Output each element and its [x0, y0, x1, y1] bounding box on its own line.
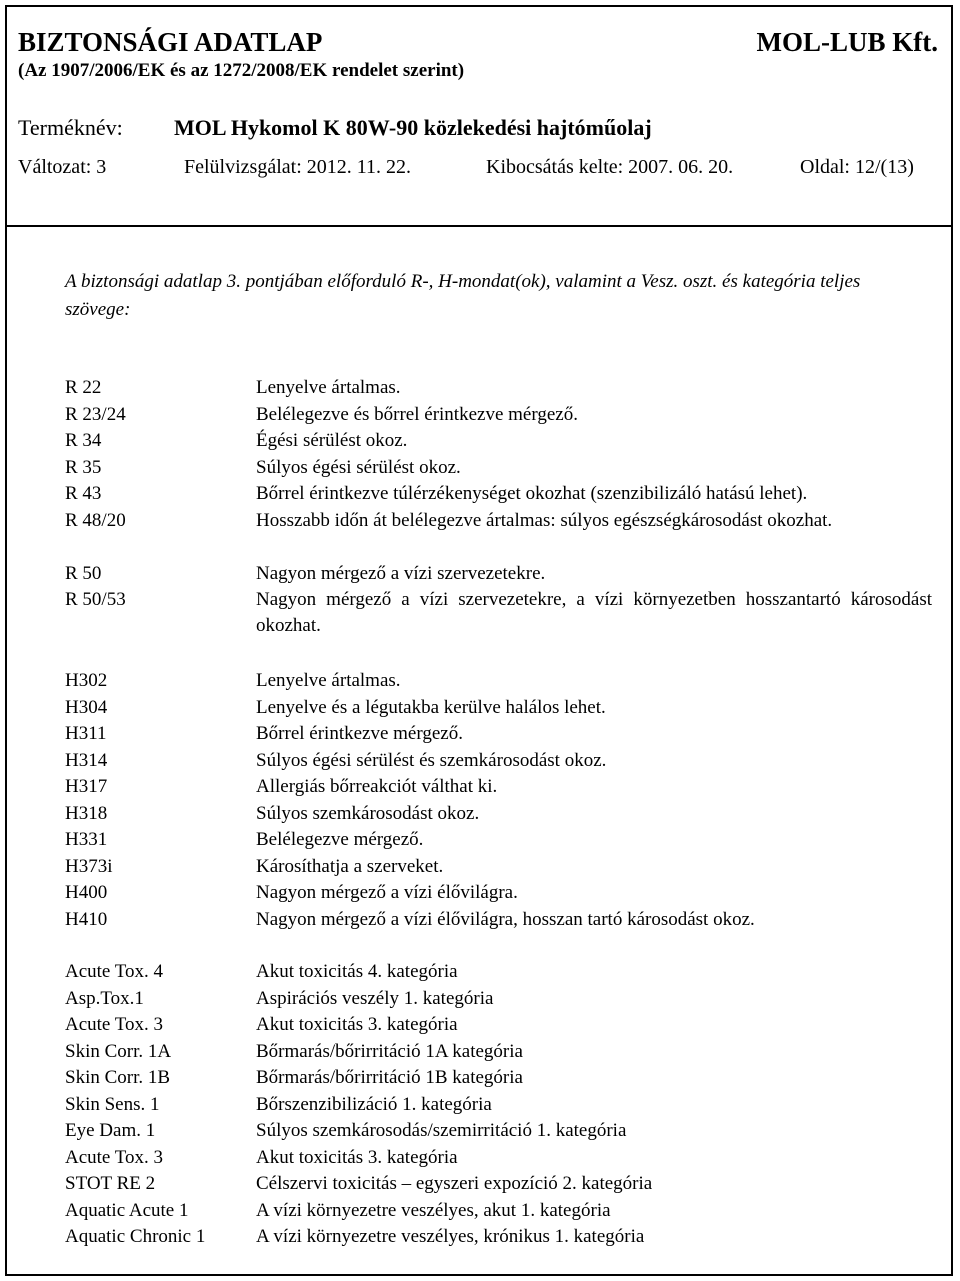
h-phrase-text: Lenyelve ártalmas. [256, 670, 401, 691]
hazard-class-text: A vízi környezetre veszélyes, krónikus 1. kategória [256, 1226, 645, 1247]
h-phrase-text: Allergiás bőrreakciót válthat ki. [256, 776, 498, 797]
r-phrase-text: Belélegezve és bőrrel érintkezve mérgező. [256, 403, 578, 425]
h-phrase-code: H331 [65, 829, 108, 850]
r-phrase-text: Nagyon mérgező a vízi szervezetekre, a vízi környezetben hosszantartó károsodást okozhat. [256, 589, 932, 636]
hazard-class-code: Skin Corr. 1A [65, 1040, 172, 1062]
document-header [18, 26, 938, 180]
page-number: Oldal: 12/(13) [800, 156, 914, 178]
hazard-class-text: Akut toxicitás 3. kategória [256, 1014, 458, 1035]
hazard-class-text: Aspirációs veszély 1. kategória [256, 987, 494, 1009]
issue-date: Kibocsátás kelte: 2007. 06. 20. [486, 156, 734, 178]
r-phrase-text: Lenyelve ártalmas. [256, 377, 401, 398]
r-phrase-code: R 22 [65, 377, 102, 398]
r-phrase-text: Bőrrel érintkezve túlérzékenységet okozhat (szenzibilizáló hatású lehet). [256, 483, 808, 504]
hazard-class-text: A vízi környezetre veszélyes, akut 1. kategória [256, 1199, 611, 1221]
h-phrase-code: H311 [65, 723, 107, 744]
r-phrase-code: R 48/20 [65, 509, 126, 531]
hazard-class-code: Asp.Tox.1 [65, 987, 144, 1009]
hazard-class-code: Acute Tox. 3 [65, 1014, 164, 1035]
hazard-class-text: Akut toxicitás 4. kategória [256, 961, 458, 982]
regulation-note: (Az 1907/2006/EK és az 1272/2008/EK rendelet szerint) [18, 60, 465, 81]
r-phrase-code: R 50/53 [65, 589, 126, 610]
h-phrase-code: H318 [65, 802, 108, 824]
r-phrase-code: R 23/24 [65, 403, 126, 425]
h-phrase-code: H314 [65, 749, 108, 771]
review-date: Felülvizsgálat: 2012. 11. 22. [184, 156, 412, 178]
hazard-class-text: Bőrmarás/bőrirritáció 1A kategória [256, 1040, 523, 1062]
hazard-class-code: STOT RE 2 [65, 1173, 156, 1194]
hazard-class-code: Acute Tox. 4 [65, 961, 164, 982]
hazard-class-text: Bőrszenzibilizáció 1. kategória [256, 1093, 492, 1115]
version-row [18, 154, 938, 180]
company-name: MOL-LUB Kft. [756, 27, 938, 57]
header-divider [5, 225, 953, 227]
hazard-class-code: Acute Tox. 3 [65, 1146, 164, 1168]
r-phrase-text: Égési sérülést okoz. [256, 430, 408, 451]
hazard-class-text: Súlyos szemkárosodás/szemirritáció 1. kategória [256, 1120, 627, 1141]
title-row [18, 26, 938, 58]
r-phrase-code: R 43 [65, 483, 102, 504]
h-phrase-text: Károsíthatja a szerveket. [256, 855, 444, 877]
hazard-class-text: Bőrmarás/bőrirritáció 1B kategória [256, 1067, 523, 1088]
r-phrase-text: Hosszabb időn át belélegezve ártalmas: súlyos egészségkárosodást okozhat. [256, 509, 833, 531]
h-phrase-text: Nagyon mérgező a vízi élővilágra, hosszan tartó károsodást okoz. [256, 908, 755, 930]
h-phrase-code: H302 [65, 670, 108, 691]
r-phrase-code: R 50 [65, 562, 102, 584]
product-label: Terméknév: [18, 115, 123, 140]
r-phrase-text: Súlyos égési sérülést okoz. [256, 456, 461, 478]
h-phrase-text: Súlyos égési sérülést és szemkárosodást okoz. [256, 749, 607, 771]
r-phrase-code: R 34 [65, 430, 102, 451]
version-label: Változat: 3 [18, 156, 107, 178]
hazard-class-code: Eye Dam. 1 [65, 1120, 156, 1141]
h-phrase-code: H373i [65, 855, 113, 877]
hazard-class-code: Aquatic Chronic 1 [65, 1226, 206, 1247]
h-phrase-text: Belélegezve mérgező. [256, 829, 424, 850]
h-phrase-code: H304 [65, 696, 108, 718]
hazard-class-code: Skin Sens. 1 [65, 1093, 160, 1115]
r-phrase-text: Nagyon mérgező a vízi szervezetekre. [256, 562, 546, 584]
hazard-class-text: Akut toxicitás 3. kategória [256, 1146, 458, 1168]
h-phrase-text: Bőrrel érintkezve mérgező. [256, 723, 463, 744]
document-title: BIZTONSÁGI ADATLAP [18, 27, 323, 57]
h-phrase-text: Lenyelve és a légutakba kerülve halálos lehet. [256, 696, 606, 718]
intro-text: A biztonsági adatlap 3. pontjában előforduló R-, H-mondat(ok), valamint a Vesz. oszt. és kategória teljes szövege: [65, 271, 861, 320]
h-phrase-text: Súlyos szemkárosodást okoz. [256, 802, 480, 824]
hazard-class-code: Skin Corr. 1B [65, 1067, 171, 1088]
product-name: MOL Hykomol K 80W-90 közlekedési hajtóműolaj [174, 115, 652, 140]
r-phrase-code: R 35 [65, 456, 102, 478]
hazard-class-code: Aquatic Acute 1 [65, 1199, 189, 1221]
product-row [18, 114, 938, 142]
hazard-class-text: Célszervi toxicitás – egyszeri expozíció 2. kategória [256, 1173, 653, 1194]
h-phrase-code: H410 [65, 908, 108, 930]
h-phrase-code: H400 [65, 882, 108, 903]
h-phrase-text: Nagyon mérgező a vízi élővilágra. [256, 882, 518, 903]
h-phrase-code: H317 [65, 776, 108, 797]
